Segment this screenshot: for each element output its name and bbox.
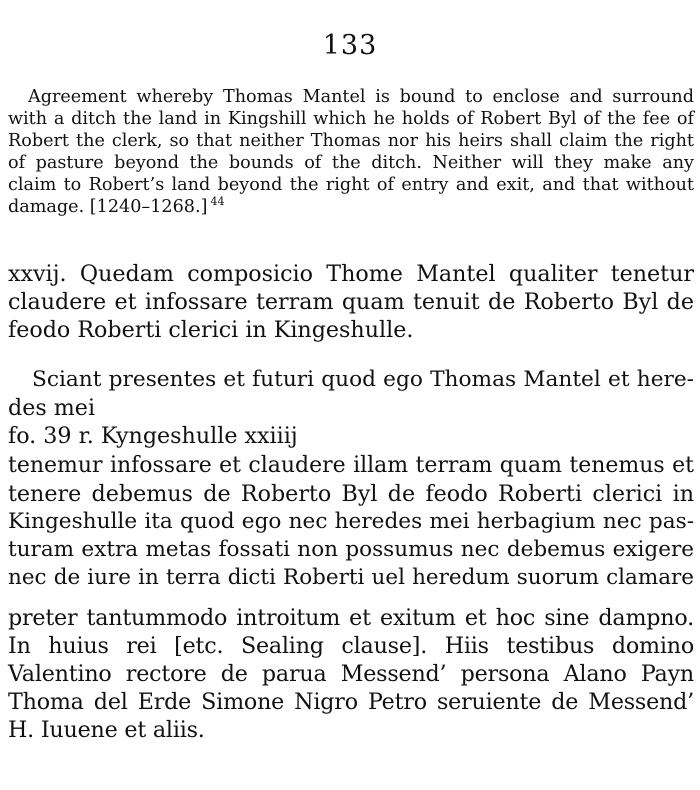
summary-line: Robert the clerk, so that neither Thomas nor his heirs shall claim the right bbox=[8, 131, 694, 151]
charter-line: Thoma del Erde Simone Nigro Petro seruiente de Messend’ bbox=[8, 689, 694, 715]
charter-line: H. Iuuene et aliis. bbox=[8, 717, 205, 743]
heading-line: xxvij. Quedam composicio Thome Mantel qualiter tenetur bbox=[8, 261, 694, 287]
charter-line: turam extra metas fossati non possumus nec debemus exigere bbox=[8, 537, 694, 562]
summary-line: Agreement whereby Thomas Mantel is bound to enclose and surround bbox=[28, 87, 694, 107]
charter-body bbox=[8, 452, 694, 592]
charter-opening bbox=[8, 366, 694, 450]
charter-line: des mei bbox=[8, 395, 96, 421]
page-number: 133 bbox=[322, 30, 378, 61]
summary-last-line bbox=[8, 196, 694, 218]
heading-line: feodo Roberti clerici in Kingeshulle. bbox=[8, 317, 414, 343]
charter-line: In huius rei [etc. Sealing clause]. Hiis testibus domino bbox=[8, 633, 694, 659]
summary-line: claim to Robert’s land beyond the right of entry and exit, and that without bbox=[8, 175, 694, 195]
charter-closing bbox=[8, 604, 694, 744]
footnote-reference: 44 bbox=[210, 195, 225, 209]
charter-line: tenere debemus de Roberto Byl de feodo Roberti clerici in bbox=[8, 481, 694, 507]
heading-line: claudere et infossare terram quam tenuit de Roberto Byl de bbox=[8, 289, 694, 315]
english-summary bbox=[8, 86, 694, 218]
charter-line: Valentino rectore de parua Messend’ persona Alano Payn bbox=[8, 661, 694, 687]
charter-line: nec de iure in terra dicti Roberti uel heredum suorum clamare bbox=[8, 565, 694, 590]
charter-line: Sciant presentes et futuri quod ego Thomas Mantel et here- bbox=[32, 367, 694, 392]
charter-line: Kingeshulle ita quod ego nec heredes mei herbagium nec pas- bbox=[8, 509, 694, 534]
folio-note: fo. 39 r. Kyngeshulle xxiiij bbox=[8, 423, 298, 449]
charter-line: preter tantummodo introitum et exitum et hoc sine dampno. bbox=[8, 605, 694, 631]
summary-line: of pasture beyond the bounds of the ditch. Neither will they make any bbox=[8, 153, 694, 173]
summary-line: with a ditch the land in Kingshill which he holds of Robert Byl of the fee of bbox=[8, 109, 694, 129]
summary-line: damage. [1240–1268.] bbox=[8, 197, 208, 217]
latin-heading bbox=[8, 260, 694, 344]
charter-line: tenemur infossare et claudere illam terram quam tenemus et bbox=[8, 453, 694, 478]
